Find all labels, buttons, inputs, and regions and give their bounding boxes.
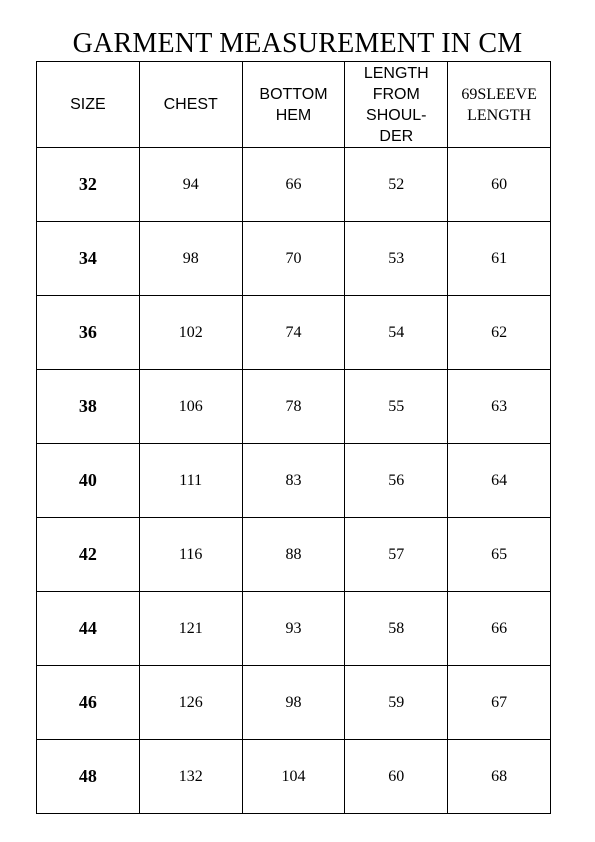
column-header-size: SIZE — [37, 62, 140, 148]
bottom-hem-cell: 74 — [242, 296, 345, 370]
chest-cell: 132 — [139, 740, 242, 814]
column-header-bottom-hem — [242, 62, 345, 148]
sleeve-length-cell: 63 — [448, 370, 551, 444]
table-row — [37, 666, 551, 740]
table-row — [37, 148, 551, 222]
sleeve-length-cell: 60 — [448, 148, 551, 222]
sleeve-length-cell: 67 — [448, 666, 551, 740]
sleeve-length-cell: 62 — [448, 296, 551, 370]
chest-cell: 98 — [139, 222, 242, 296]
column-header-length-from-shoulder — [345, 62, 448, 148]
sleeve-length-cell: 66 — [448, 592, 551, 666]
bottom-hem-cell: 83 — [242, 444, 345, 518]
chest-cell: 126 — [139, 666, 242, 740]
length-cell: 52 — [345, 148, 448, 222]
column-header-bottom-hem-text: BOTTOM HEM — [259, 85, 328, 124]
bottom-hem-cell: 78 — [242, 370, 345, 444]
size-cell: 48 — [37, 740, 140, 814]
table-row — [37, 740, 551, 814]
table-row — [37, 296, 551, 370]
bottom-hem-cell: 66 — [242, 148, 345, 222]
sleeve-length-cell: 68 — [448, 740, 551, 814]
chest-cell: 116 — [139, 518, 242, 592]
table-row — [37, 370, 551, 444]
size-cell: 44 — [37, 592, 140, 666]
size-cell: 38 — [37, 370, 140, 444]
chest-cell: 102 — [139, 296, 242, 370]
length-cell: 59 — [345, 666, 448, 740]
size-cell: 42 — [37, 518, 140, 592]
chest-cell: 94 — [139, 148, 242, 222]
size-cell: 36 — [37, 296, 140, 370]
table-header-row — [37, 62, 551, 148]
measurement-table — [36, 61, 551, 814]
column-header-sleeve-text: 69SLEEVE LENGTH — [461, 85, 537, 124]
length-cell: 60 — [345, 740, 448, 814]
column-header-length-text: LENGTH FROM SHOUL-DER — [363, 64, 429, 145]
size-cell: 34 — [37, 222, 140, 296]
chest-cell: 121 — [139, 592, 242, 666]
column-header-sleeve-length — [448, 62, 551, 148]
table-row — [37, 222, 551, 296]
length-cell: 57 — [345, 518, 448, 592]
table-row — [37, 592, 551, 666]
column-header-chest: CHEST — [139, 62, 242, 148]
length-cell: 53 — [345, 222, 448, 296]
chest-cell: 111 — [139, 444, 242, 518]
sleeve-length-cell: 65 — [448, 518, 551, 592]
bottom-hem-cell: 98 — [242, 666, 345, 740]
chest-cell: 106 — [139, 370, 242, 444]
bottom-hem-cell: 104 — [242, 740, 345, 814]
page-title: GARMENT MEASUREMENT IN CM — [72, 28, 523, 59]
bottom-hem-cell: 88 — [242, 518, 345, 592]
table-row — [37, 444, 551, 518]
table-row — [37, 518, 551, 592]
bottom-hem-cell: 70 — [242, 222, 345, 296]
length-cell: 58 — [345, 592, 448, 666]
length-cell: 55 — [345, 370, 448, 444]
sleeve-length-cell: 64 — [448, 444, 551, 518]
size-cell: 40 — [37, 444, 140, 518]
length-cell: 54 — [345, 296, 448, 370]
size-cell: 32 — [37, 148, 140, 222]
size-cell: 46 — [37, 666, 140, 740]
sleeve-length-cell: 61 — [448, 222, 551, 296]
bottom-hem-cell: 93 — [242, 592, 345, 666]
length-cell: 56 — [345, 444, 448, 518]
